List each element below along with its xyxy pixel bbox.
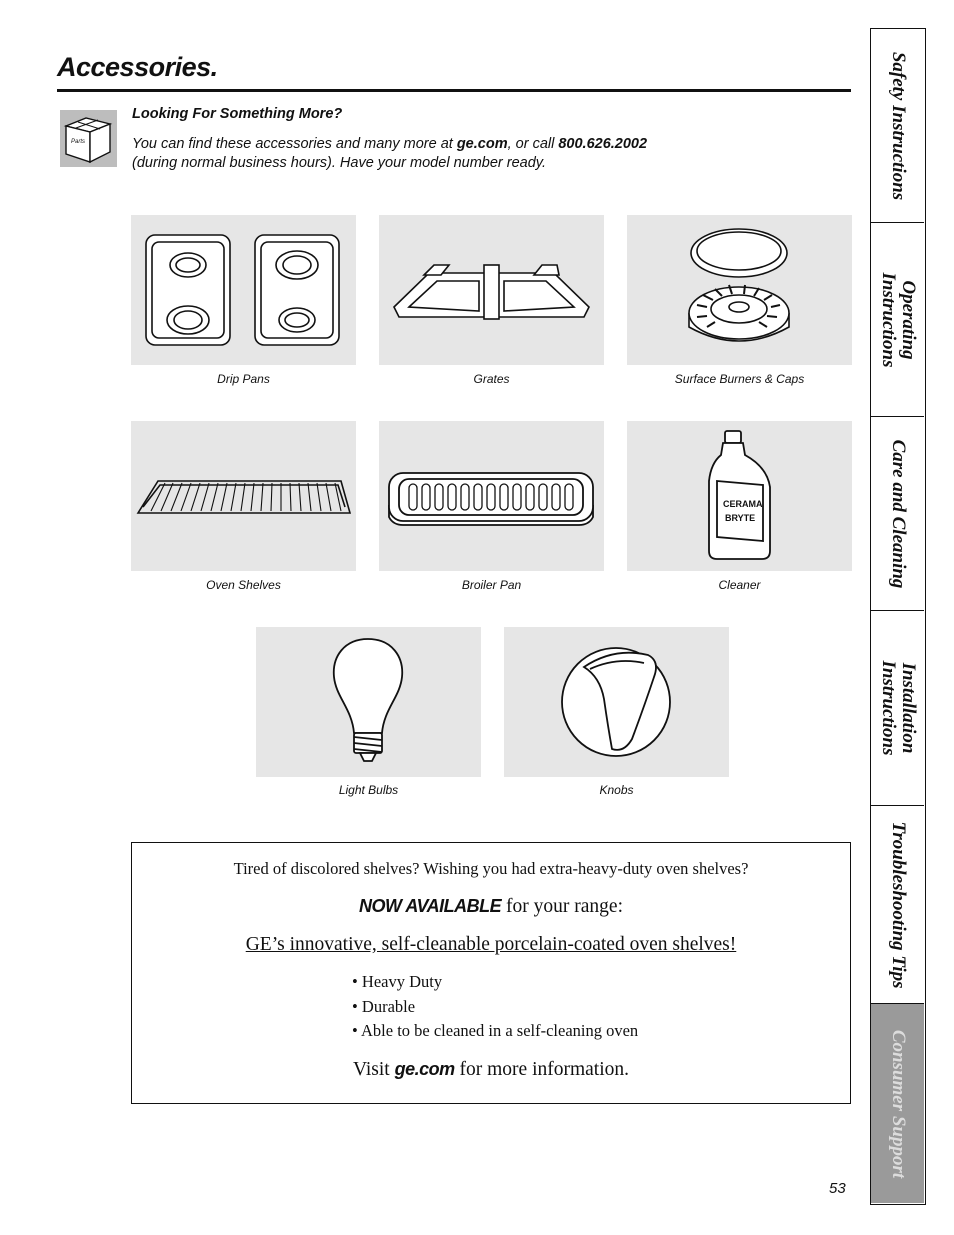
now-available-label: NOW AVAILABLE — [359, 896, 502, 916]
intro-text — [132, 135, 832, 173]
caption-broiler-pan: Broiler Pan — [461, 578, 522, 592]
tab-troubleshooting-tips[interactable] — [871, 806, 924, 1004]
promo-headline: GE’s innovative, self-cleanable porcelain-coated oven shelves! — [245, 934, 737, 955]
visit-after-text: for more information. — [454, 1059, 630, 1080]
drip-pans-icon — [131, 215, 356, 365]
promo-visit — [132, 1059, 850, 1081]
tab-operating-instructions[interactable] — [871, 223, 924, 417]
tab-care-and-cleaning[interactable] — [871, 417, 924, 611]
broiler-pan-icon — [379, 421, 604, 571]
promo-bullet: • Able to be cleaned in a self-cleaning oven — [352, 1021, 639, 1040]
tab-installation-instructions[interactable] — [871, 611, 924, 806]
caption-drip-pans: Drip Pans — [217, 372, 270, 386]
tab-label: Troubleshooting Tips — [887, 821, 909, 988]
tab-label: Care and Cleaning — [887, 439, 909, 588]
tab-consumer-support[interactable] — [871, 1004, 924, 1203]
intro-text-after: (during normal business hours). Have your model number ready. — [132, 155, 546, 171]
visit-text: Visit — [352, 1059, 395, 1080]
promo-question: Tired of discolored shelves? Wishing you had extra-heavy-duty oven shelves? — [233, 859, 749, 878]
intro-text-before: You can find these accessories and many more at — [132, 136, 457, 152]
tab-safety-instructions[interactable] — [871, 29, 924, 223]
promo-bullet: • Durable — [352, 996, 416, 1016]
parts-box-icon — [60, 110, 117, 167]
page-title: Accessories. — [57, 52, 218, 82]
section-tabs — [870, 28, 926, 1205]
promo-now-available — [132, 896, 850, 918]
bottle-label-line2: BRYTE — [725, 513, 756, 523]
intro-website-link[interactable]: ge.com — [456, 136, 508, 152]
caption-grates: Grates — [473, 372, 510, 386]
bullet-text: Durable — [361, 996, 416, 1016]
for-range-text: for your range: — [501, 896, 623, 917]
surface-burners-icon — [627, 215, 852, 365]
caption-surface-burners: Surface Burners & Caps — [674, 372, 805, 386]
promo-bullets — [352, 970, 638, 1044]
parts-icon-label: Parts — [71, 139, 86, 145]
oven-shelves-icon — [131, 421, 356, 571]
caption-cleaner: Cleaner — [718, 578, 761, 592]
caption-oven-shelves: Oven Shelves — [206, 578, 281, 592]
caption-light-bulbs: Light Bulbs — [338, 783, 399, 797]
grates-icon — [379, 215, 604, 365]
page-number: 53 — [829, 1180, 846, 1197]
tab-label: Operating Instructions — [877, 271, 919, 368]
visit-website-link[interactable]: ge.com — [394, 1059, 455, 1079]
light-bulb-icon — [256, 627, 481, 777]
bullet-text: Able to be cleaned in a self-cleaning oven — [361, 1021, 639, 1040]
title-rule — [57, 89, 851, 92]
intro-phone: 800.626.2002 — [558, 136, 648, 152]
tab-label: Safety Instructions — [887, 51, 909, 200]
caption-knobs: Knobs — [599, 783, 634, 797]
knob-icon — [504, 627, 729, 777]
intro-text-middle: , or call — [507, 136, 559, 152]
tab-label: Installation Instructions — [877, 660, 919, 756]
bottle-label-line1: CERAMA — [723, 499, 763, 509]
promo-box — [131, 842, 851, 1104]
cleaner-bottle-icon — [627, 421, 852, 571]
tab-label: Consumer Support — [887, 1029, 909, 1178]
promo-bullet: • Heavy Duty — [352, 972, 443, 991]
bullet-text: Heavy Duty — [361, 972, 443, 991]
intro-heading: Looking For Something More? — [132, 106, 343, 122]
